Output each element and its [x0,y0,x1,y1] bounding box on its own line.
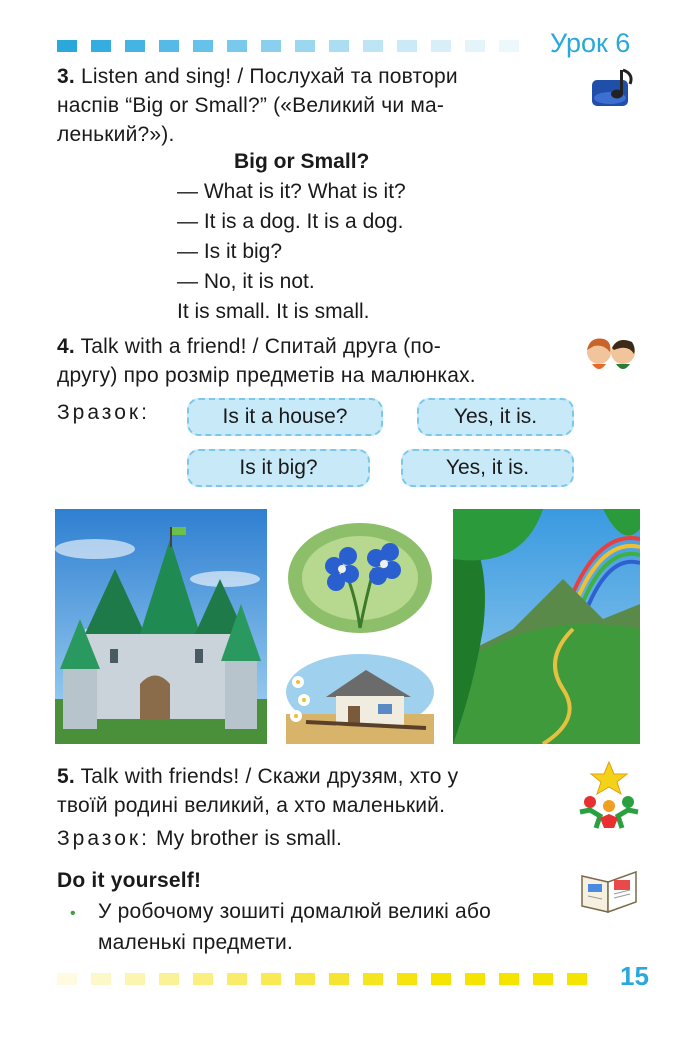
task-3-instruction-ua: / Послухай та повтори [231,65,458,88]
task-4-line-2: другу) про розмір предметів на малюнках. [57,364,476,387]
song-line: It is small. It is small. [177,300,370,323]
task-4 [57,332,577,390]
song-line: — What is it? What is it? [177,180,406,203]
task-5-number: 5. [57,765,75,788]
song-line: — It is a dog. It is a dog. [177,210,404,233]
song-title: Big or Small? [234,150,370,173]
speech-bubble: Is it big? [187,449,370,487]
flower-picture [286,518,434,636]
speech-bubble: Is it a house? [187,398,383,436]
hill-rainbow-picture [453,509,640,744]
footer-dash-strip [57,973,587,985]
sample-label: Зразок: [57,401,150,424]
task-5-line-2: твоїй родині великий, а хто маленький. [57,794,446,817]
task-3-number: 3. [57,65,75,88]
task-5-instruction-ua: / Скажи друзям, хто у [239,765,459,788]
song-line: — No, it is not. [177,270,315,293]
homework-line-2: маленькі предмети. [98,931,293,954]
header-dash-strip [57,40,519,52]
task-3-line-2: наспів “Big or Small?” («Великий чи ма- [57,94,445,117]
lesson-title: Урок 6 [550,28,631,58]
task-5-instruction-en: Talk with friends! [80,765,240,788]
task-3 [57,62,577,149]
workbook-icon [578,866,640,916]
homework-title: Do it yourself! [57,869,202,892]
speech-bubble: Yes, it is. [401,449,574,487]
bullet: • [70,905,76,922]
talking-pair-icon [582,334,640,374]
task-3-instruction-en: Listen and sing! [80,65,232,88]
task-3-line-3: ленький?»). [57,123,175,146]
group-star-icon [578,760,640,830]
music-note-icon [590,66,640,108]
song-line: — Is it big? [177,240,283,263]
homework-text [70,897,580,957]
task-5-sample [57,824,342,853]
speech-bubble: Yes, it is. [417,398,574,436]
task-4-sample [57,398,150,427]
sample-sentence: My brother is small. [155,827,342,850]
task-4-number: 4. [57,335,75,358]
house-picture [286,652,434,744]
task-4-instruction-ua: / Спитай друга (по- [246,335,441,358]
page-number: 15 [620,961,649,991]
castle-picture [55,509,267,744]
song-block [177,147,406,327]
task-4-instruction-en: Talk with a friend! [80,335,247,358]
homework-line-1: У робочому зошиті домалюй великі або [98,900,491,923]
sample-label: Зразок: [57,827,150,850]
task-5 [57,762,577,820]
